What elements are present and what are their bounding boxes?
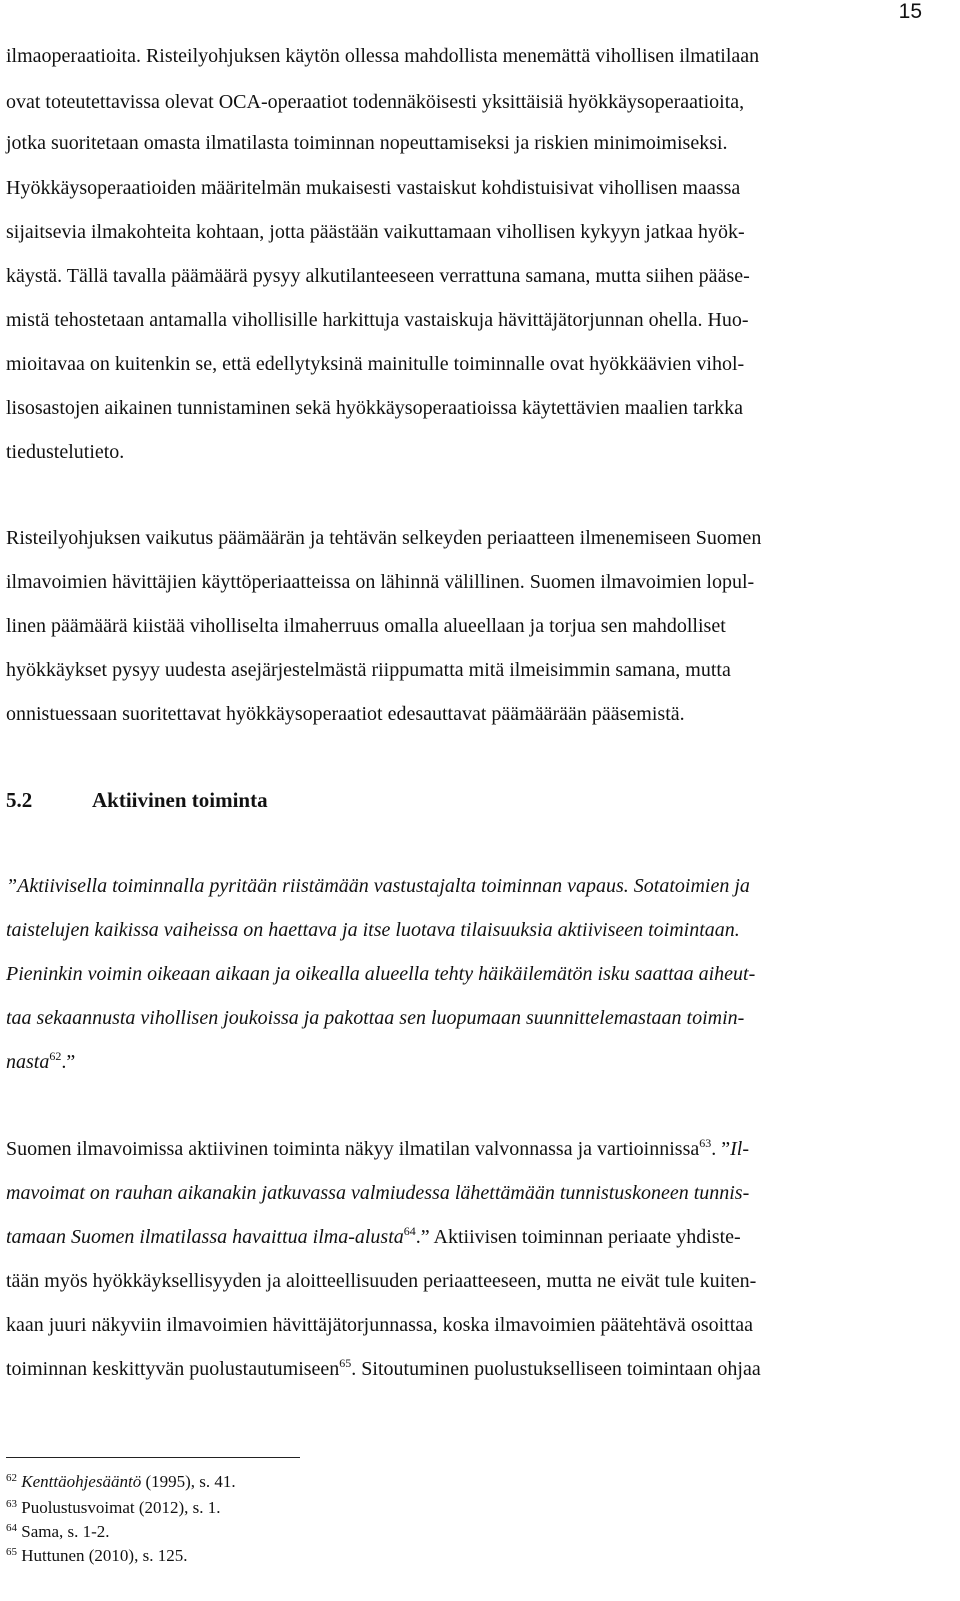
footnote bbox=[6, 1498, 221, 1518]
section-title: Aktiivinen toiminta bbox=[92, 788, 268, 812]
text-line bbox=[6, 1225, 741, 1249]
text-span: .” Aktiivisen toiminnan periaate yhdiste- bbox=[415, 1226, 741, 1248]
footnote-number: 65 bbox=[6, 1546, 17, 1558]
footnote-ref[interactable]: 65 bbox=[339, 1356, 352, 1370]
footnote bbox=[6, 1546, 187, 1566]
text-span: Suomen ilmavoimissa aktiivinen toiminta näkyy ilmatilan valvonnassa ja vartioinnissa bbox=[6, 1138, 700, 1160]
text-span: Il- bbox=[730, 1138, 750, 1160]
footnote bbox=[6, 1522, 110, 1542]
footnote-ref[interactable]: 63 bbox=[699, 1136, 712, 1150]
text-span: . Sitoutuminen puolustukselliseen toimintaan ohjaa bbox=[351, 1358, 761, 1380]
text-line: mistä tehostetaan antamalla vihollisille harkittuja vastaiskuja hävittäjätorjunnan ohella. Huo- bbox=[6, 309, 749, 331]
section-number: 5.2 bbox=[6, 788, 33, 812]
text-line bbox=[6, 1357, 761, 1381]
quote-line bbox=[6, 874, 750, 898]
text-line: ilmaoperaatioita. Risteilyohjuksen käytön ollessa mahdollista menemättä vihollisen ilmatilaan bbox=[6, 45, 760, 67]
quote-text: Pieninkin voimin oikeaan aikaan ja oikealla alueella tehty häikäilemätön isku saattaa aiheut- bbox=[6, 963, 756, 985]
footnote-text: Sama, s. 1-2. bbox=[21, 1522, 110, 1541]
text-line: kaan juuri näkyviin ilmavoimien hävittäjätorjunnassa, koska ilmavoimien päätehtävä osoittaa bbox=[6, 1314, 754, 1336]
quote-line bbox=[6, 1050, 75, 1074]
footnote bbox=[6, 1472, 236, 1492]
footnote-number: 64 bbox=[6, 1522, 17, 1534]
quote-end: .” bbox=[61, 1051, 76, 1073]
quote-text: nasta bbox=[6, 1051, 50, 1073]
quote-text: taa sekaannusta vihollisen joukoissa ja pakottaa sen luopumaan suunnittelemastaan toimin- bbox=[6, 1007, 745, 1029]
text-line: Hyökkäysoperaatioiden määritelmän mukaisesti vastaiskut kohdistuisivat vihollisen maassa bbox=[6, 177, 741, 199]
text-span: tamaan Suomen ilmatilassa havaittua ilma-alusta bbox=[6, 1226, 404, 1248]
text-line: jotka suoritetaan omasta ilmatilasta toiminnan nopeuttamiseksi ja riskien minimoimiseksi. bbox=[6, 132, 728, 154]
quote-line bbox=[6, 1006, 744, 1030]
footnote-separator bbox=[6, 1457, 300, 1458]
text-line: onnistuessaan suoritettavat hyökkäysoperaatiot edesauttavat päämäärään pääsemistä. bbox=[6, 703, 685, 725]
quote-line bbox=[6, 918, 740, 942]
quote-line bbox=[6, 962, 755, 986]
text-span: toiminnan keskittyvän puolustautumiseen bbox=[6, 1358, 340, 1380]
footnote-source: Kenttäohjesääntö bbox=[21, 1472, 142, 1491]
footnote-number: 63 bbox=[6, 1498, 17, 1510]
text-line: tään myös hyökkäyksellisyyden ja aloitteellisuuden periaatteeseen, mutta ne eivät tule kuiten- bbox=[6, 1270, 757, 1292]
text-line: Risteilyohjuksen vaikutus päämäärän ja tehtävän selkeyden periaatteen ilmenemiseen Suomen bbox=[6, 527, 762, 549]
section-heading bbox=[6, 788, 268, 813]
text-line: hyökkäykset pysyy uudesta asejärjestelmästä riippumatta mitä ilmeisimmin samana, mutta bbox=[6, 659, 731, 681]
text-span: mavoimat on rauhan aikanakin jatkuvassa valmiudessa lähettämään tunnistuskoneen tunnis- bbox=[6, 1182, 750, 1204]
text-line: mioitavaa on kuitenkin se, että edellytyksinä mainitulle toiminnalle ovat hyökkäävien vihol- bbox=[6, 353, 745, 375]
text-span: . ” bbox=[711, 1138, 731, 1160]
text-line: tiedustelutieto. bbox=[6, 441, 125, 463]
text-line: ovat toteutettavissa olevat OCA-operaatiot todennäköisesti yksittäisiä hyökkäysoperaatioita, bbox=[6, 91, 745, 113]
text-line: lisosastojen aikainen tunnistaminen sekä hyökkäysoperaatioissa käytettävien maalien tarkka bbox=[6, 397, 744, 419]
text-line: linen päämäärä kiistää viholliselta ilmaherruus omalla alueellaan ja torjua sen mahdolliset bbox=[6, 615, 726, 637]
quote-text: ”Aktiivisella toiminnalla pyritään riistämään vastustajalta toiminnan vapaus. Sotatoimien ja bbox=[6, 875, 750, 897]
footnote-text: Puolustusvoimat (2012), s. 1. bbox=[21, 1498, 221, 1517]
page-number: 15 bbox=[898, 0, 922, 23]
text-line: käystä. Tällä tavalla päämäärä pysyy alkutilanteeseen verrattuna samana, mutta siihen pääse- bbox=[6, 265, 750, 287]
text-line: ilmavoimien hävittäjien käyttöperiaatteissa on lähinnä välillinen. Suomen ilmavoimien lopul- bbox=[6, 571, 755, 593]
footnote-number: 62 bbox=[6, 1472, 17, 1484]
text-line bbox=[6, 1181, 749, 1205]
text-line: sijaitsevia ilmakohteita kohtaan, jotta päästään vaikuttamaan vihollisen kykyyn jatkaa hyök- bbox=[6, 221, 745, 243]
footnote-text: (1995), s. 41. bbox=[141, 1472, 236, 1491]
footnote-text: Huttunen (2010), s. 125. bbox=[21, 1546, 188, 1565]
text-line bbox=[6, 1137, 749, 1161]
quote-text: taistelujen kaikissa vaiheissa on haettava ja itse luotava tilaisuuksia aktiiviseen toimintaan. bbox=[6, 919, 740, 941]
footnote-ref[interactable]: 64 bbox=[403, 1224, 416, 1238]
footnote-ref[interactable]: 62 bbox=[49, 1049, 62, 1063]
